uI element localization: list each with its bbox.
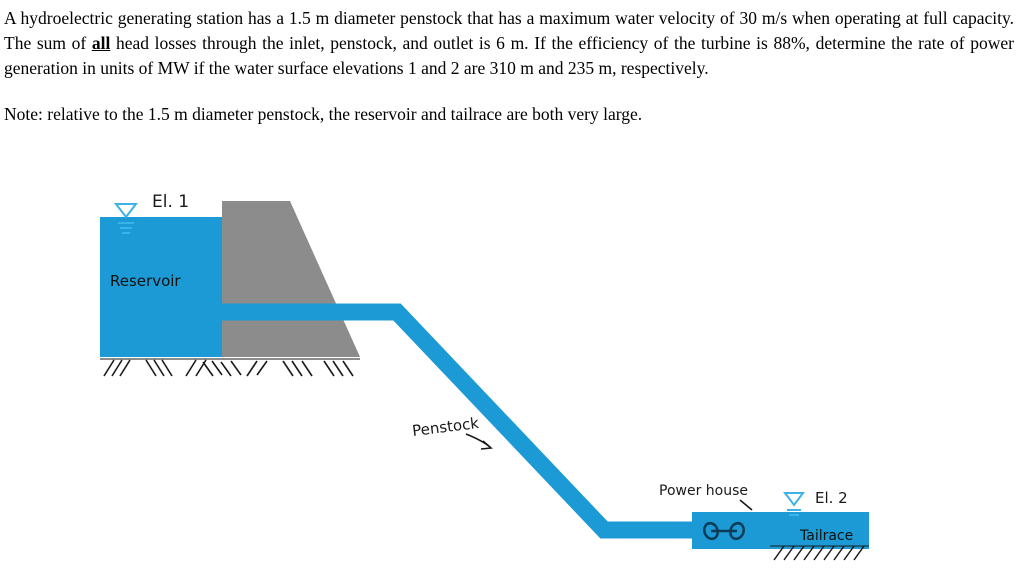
ground-hatching [100, 359, 360, 376]
label-reservoir: Reservoir [110, 272, 181, 290]
problem-text-lead: A hydroelectric generating station has a 1.5 m diameter penstock that has a maximum water velocity of 30 m/s when operating at full capacity. The sum of [4, 8, 1014, 53]
label-elevation-2: El. 2 [815, 489, 848, 507]
hydroelectric-station-diagram [0, 180, 1024, 579]
powerhouse-pointer [740, 500, 752, 510]
problem-note: Note: relative to the 1.5 m diameter penstock, the reservoir and tailrace are both very large. [4, 103, 643, 124]
label-tailrace: Tailrace [800, 528, 854, 544]
el2-surface-marker [785, 493, 803, 515]
dam-body [222, 201, 360, 357]
diagram-svg [0, 180, 1024, 579]
label-powerhouse: Power house [659, 483, 748, 499]
emphasis-all: all [91, 32, 111, 53]
problem-paragraph [4, 6, 1014, 81]
label-penstock: Penstock [411, 413, 480, 441]
problem-statement [4, 6, 1014, 126]
label-elevation-1: El. 1 [152, 192, 190, 212]
problem-text-tail: head losses through the inlet, penstock, and outlet is 6 m. If the efficiency of the turbine is 88%, determine the rate of power generation in units of MW if the water surface elevations 1 and 2 are 310 m and 235 m, respectively. [4, 32, 1014, 78]
penstock-arrow [466, 434, 491, 449]
